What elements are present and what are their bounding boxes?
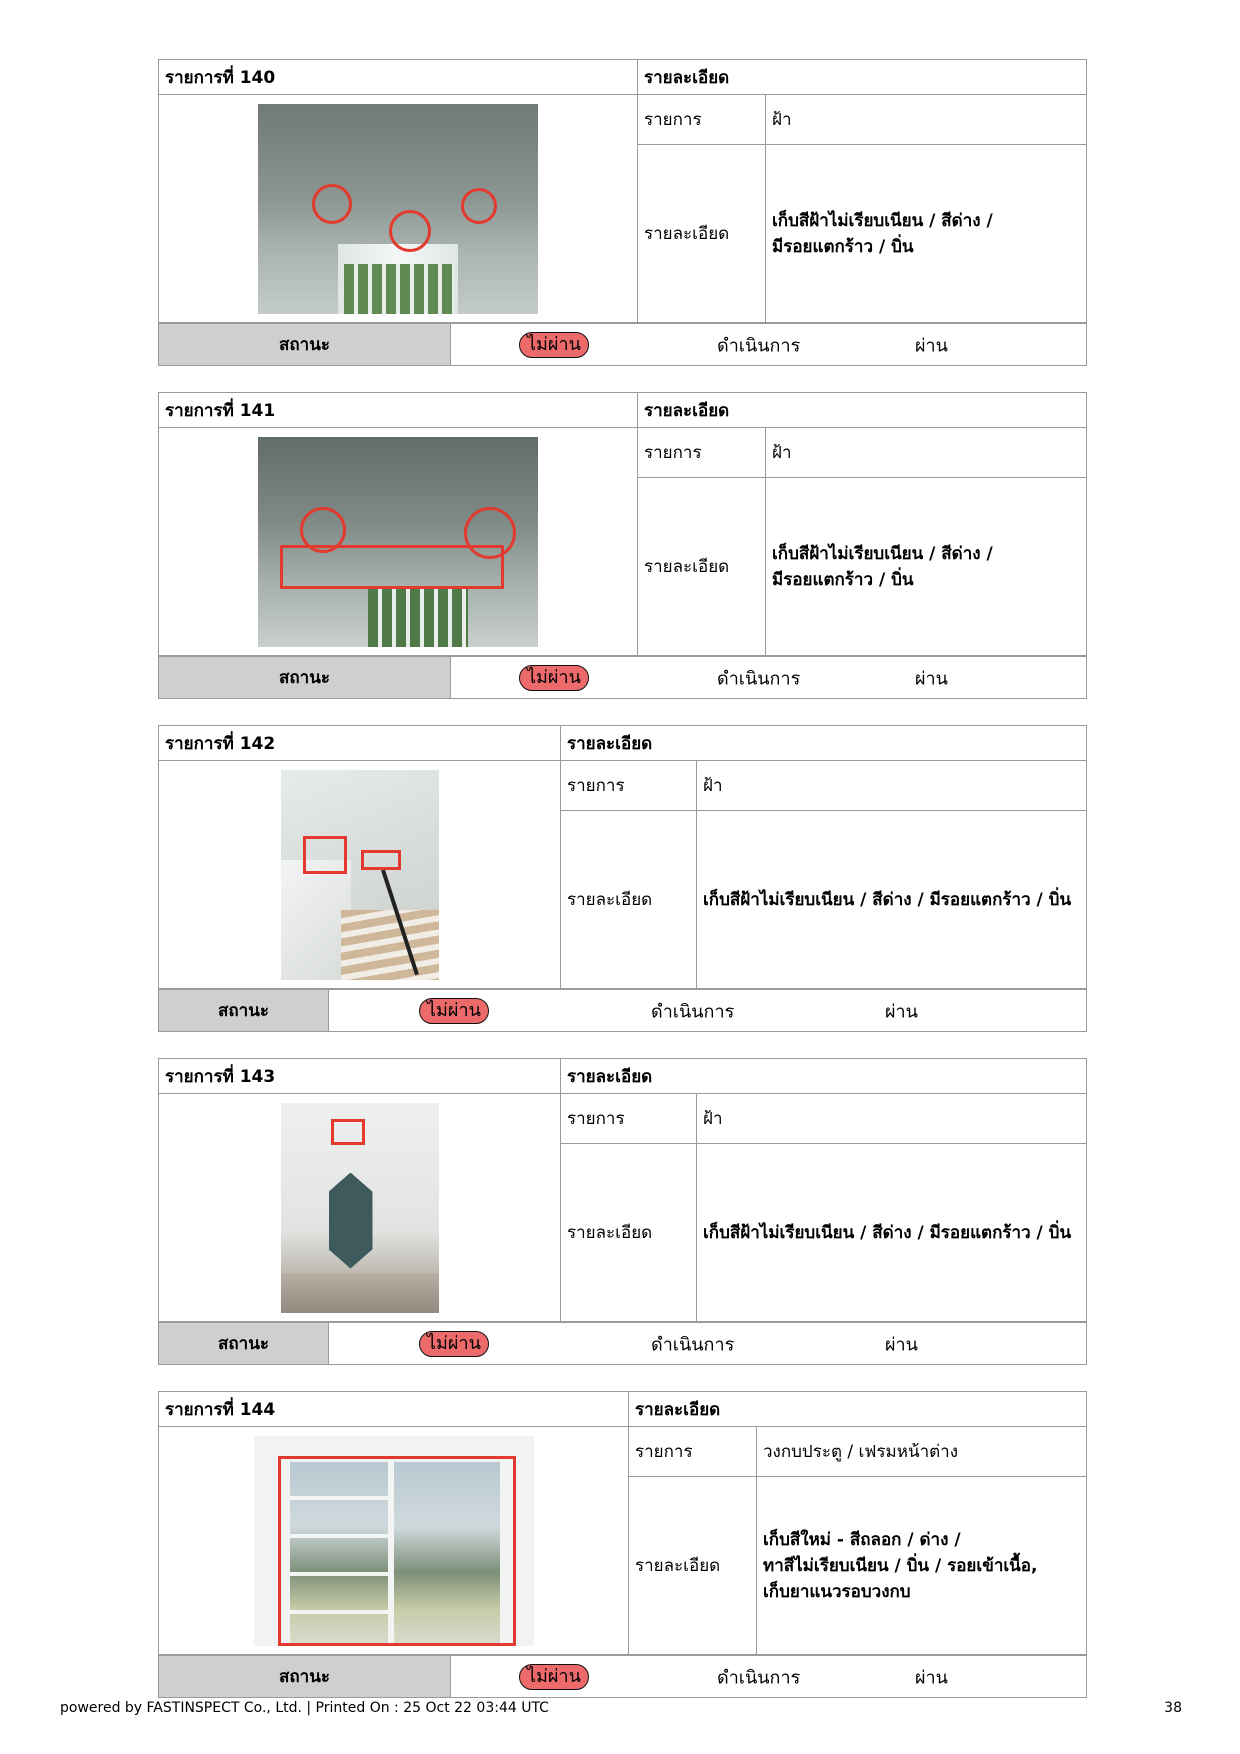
detail-line: เก็บสีฝ้าไม่เรียบเนียน / สีด่าง /: [772, 543, 993, 564]
defect-rect-marker: [303, 836, 347, 874]
status-fail-option[interactable]: ไม่ผ่าน: [519, 1664, 589, 1690]
detail-header: รายละเอียด: [561, 1059, 1087, 1094]
inspection-card-143: [158, 1058, 1086, 1365]
defect-circle-marker: [312, 184, 352, 224]
status-options: [451, 324, 1087, 366]
status-options: [329, 990, 1087, 1032]
item-label: รายการ: [638, 428, 766, 478]
item-value: ฝ้า: [766, 428, 1087, 478]
status-fail-option[interactable]: ไม่ผ่าน: [419, 1331, 489, 1357]
defect-circle-marker: [461, 188, 497, 224]
inspection-photo[interactable]: [281, 770, 439, 980]
defect-rect-marker: [331, 1119, 365, 1145]
status-label: สถานะ: [159, 1656, 451, 1698]
footer-powered-by: powered by FASTINSPECT Co., Ltd. | Printed On : 25 Oct 22 03:44 UTC: [60, 1700, 549, 1716]
item-title: รายการที่ 142: [159, 726, 561, 761]
inspection-photo[interactable]: [254, 1436, 534, 1646]
item-value: ฝ้า: [697, 1094, 1087, 1144]
detail-line: มีรอยแตกร้าว / บิ่น: [772, 569, 914, 590]
window-greenery: [344, 264, 454, 314]
page-number: 38: [1164, 1700, 1182, 1716]
inspection-photo[interactable]: [281, 1103, 439, 1313]
status-in-progress-option[interactable]: ดำเนินการ: [651, 1001, 735, 1022]
status-in-progress-option[interactable]: ดำเนินการ: [717, 1667, 801, 1688]
status-in-progress-option[interactable]: ดำเนินการ: [717, 335, 801, 356]
photo-cell: [159, 428, 638, 656]
photo-cell: [159, 1094, 561, 1322]
status-fail-option[interactable]: ไม่ผ่าน: [519, 332, 589, 358]
item-title: รายการที่ 140: [159, 60, 638, 95]
inspection-card-144: [158, 1391, 1086, 1698]
item-value: วงกบประตู / เฟรมหน้าต่าง: [757, 1427, 1087, 1477]
inspection-photo[interactable]: [258, 104, 538, 314]
status-fail-option[interactable]: ไม่ผ่าน: [519, 665, 589, 691]
defect-rect-marker: [278, 1456, 516, 1646]
defect-rect-marker: [280, 545, 504, 589]
item-title: รายการที่ 144: [159, 1392, 629, 1427]
detail-label: รายละเอียด: [561, 811, 697, 989]
detail-label: รายละเอียด: [638, 145, 766, 323]
item-value: ฝ้า: [697, 761, 1087, 811]
status-label: สถานะ: [159, 657, 451, 699]
item-label: รายการ: [561, 1094, 697, 1144]
detail-line: เก็บสีฝ้าไม่เรียบเนียน / สีด่าง /: [772, 210, 993, 231]
status-pass-option[interactable]: ผ่าน: [915, 1667, 948, 1688]
detail-header: รายละเอียด: [638, 60, 1087, 95]
status-fail-option[interactable]: ไม่ผ่าน: [419, 998, 489, 1024]
status-label: สถานะ: [159, 324, 451, 366]
status-options: [329, 1323, 1087, 1365]
item-label: รายการ: [561, 761, 697, 811]
item-value: ฝ้า: [766, 95, 1087, 145]
photo-cell: [159, 1427, 629, 1655]
detail-header: รายละเอียด: [561, 726, 1087, 761]
detail-label: รายละเอียด: [638, 478, 766, 656]
detail-value: เก็บสีฝ้าไม่เรียบเนียน / สีด่าง / มีรอยแตกร้าว / บิ่น: [697, 811, 1087, 989]
detail-label: รายละเอียด: [561, 1144, 697, 1322]
status-in-progress-option[interactable]: ดำเนินการ: [651, 1334, 735, 1355]
detail-line: เก็บยาแนวรอบวงกบ: [763, 1581, 911, 1602]
window-shape: [368, 587, 468, 647]
item-label: รายการ: [638, 95, 766, 145]
detail-line: ทาสีไม่เรียบเนียน / บิ่น / รอยเข้าเนื้อ,: [763, 1555, 1038, 1576]
item-label: รายการ: [629, 1427, 757, 1477]
stairs-shape: [341, 910, 439, 980]
status-options: [451, 1656, 1087, 1698]
detail-value: [766, 478, 1087, 656]
inspection-card-141: [158, 392, 1086, 699]
inspection-card-140: [158, 59, 1086, 366]
detail-header: รายละเอียด: [638, 393, 1087, 428]
detail-value: [766, 145, 1087, 323]
detail-line: เก็บสีใหม่ - สีถลอก / ด่าง /: [763, 1529, 961, 1550]
floor-shape: [281, 1273, 439, 1313]
detail-header: รายละเอียด: [629, 1392, 1087, 1427]
window-shape: [329, 1173, 373, 1269]
status-in-progress-option[interactable]: ดำเนินการ: [717, 668, 801, 689]
status-pass-option[interactable]: ผ่าน: [915, 668, 948, 689]
detail-line: มีรอยแตกร้าว / บิ่น: [772, 236, 914, 257]
status-pass-option[interactable]: ผ่าน: [885, 1001, 918, 1022]
status-options: [451, 657, 1087, 699]
detail-value: [757, 1477, 1087, 1655]
item-title: รายการที่ 143: [159, 1059, 561, 1094]
photo-cell: [159, 761, 561, 989]
defect-circle-marker: [389, 210, 431, 252]
item-title: รายการที่ 141: [159, 393, 638, 428]
inspection-card-142: [158, 725, 1086, 1032]
inspection-photo[interactable]: [258, 437, 538, 647]
status-pass-option[interactable]: ผ่าน: [915, 335, 948, 356]
detail-value: เก็บสีฝ้าไม่เรียบเนียน / สีด่าง / มีรอยแตกร้าว / บิ่น: [697, 1144, 1087, 1322]
detail-label: รายละเอียด: [629, 1477, 757, 1655]
status-pass-option[interactable]: ผ่าน: [885, 1334, 918, 1355]
defect-rect-marker: [361, 850, 401, 870]
status-label: สถานะ: [159, 1323, 329, 1365]
status-label: สถานะ: [159, 990, 329, 1032]
photo-cell: [159, 95, 638, 323]
